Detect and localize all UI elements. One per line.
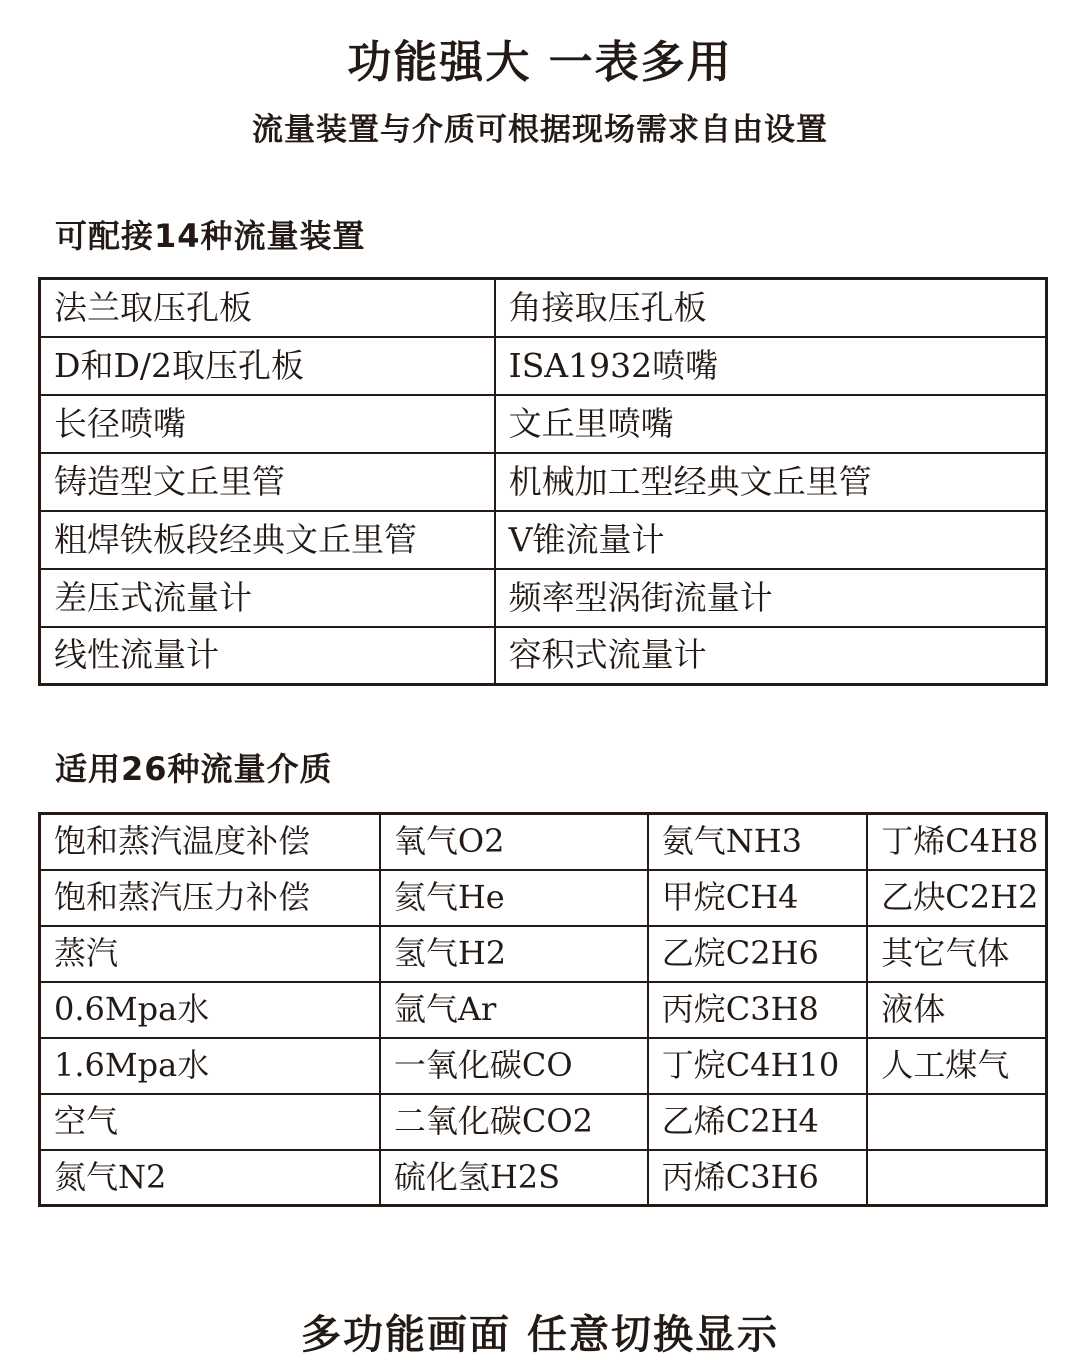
table-cell: 1.6Mpa水 xyxy=(40,1038,380,1094)
table-row xyxy=(40,1038,1047,1094)
table-cell: D和D/2取压孔板 xyxy=(40,337,495,395)
table-cell: 氦气He xyxy=(380,870,648,926)
table-cell: 硫化氢H2S xyxy=(380,1150,648,1206)
media-table xyxy=(38,812,1048,1207)
table-cell: 液体 xyxy=(867,982,1046,1038)
table-cell xyxy=(867,1094,1046,1150)
table-row xyxy=(40,1094,1047,1150)
table-cell: 氮气N2 xyxy=(40,1150,380,1206)
table-cell: 二氧化碳CO2 xyxy=(380,1094,648,1150)
table-row xyxy=(40,395,1047,453)
devices-section-heading: 可配接14种流量装置 xyxy=(55,217,366,255)
table-cell: 空气 xyxy=(40,1094,380,1150)
devices-section xyxy=(0,211,1080,686)
table-cell: 一氧化碳CO xyxy=(380,1038,648,1094)
table-cell: 容积式流量计 xyxy=(495,627,1047,685)
table-cell: 法兰取压孔板 xyxy=(40,279,495,337)
table-cell: 长径喷嘴 xyxy=(40,395,495,453)
devices-table xyxy=(38,277,1048,686)
table-cell: 氧气O2 xyxy=(380,814,648,870)
table-row xyxy=(40,1150,1047,1206)
table-cell: 其它气体 xyxy=(867,926,1046,982)
table-cell: 机械加工型经典文丘里管 xyxy=(495,453,1047,511)
table-row xyxy=(40,337,1047,395)
table-row xyxy=(40,926,1047,982)
table-cell: 氢气H2 xyxy=(380,926,648,982)
table-cell: 人工煤气 xyxy=(867,1038,1046,1094)
table-cell: 饱和蒸汽温度补偿 xyxy=(40,814,380,870)
brochure-page xyxy=(0,26,1080,1360)
table-row xyxy=(40,870,1047,926)
table-row xyxy=(40,453,1047,511)
table-cell: 频率型涡街流量计 xyxy=(495,569,1047,627)
table-row xyxy=(40,511,1047,569)
table-row xyxy=(40,814,1047,870)
table-row xyxy=(40,627,1047,685)
table-cell: 丙烯C3H6 xyxy=(648,1150,868,1206)
table-cell: 饱和蒸汽压力补偿 xyxy=(40,870,380,926)
table-cell: ISA1932喷嘴 xyxy=(495,337,1047,395)
table-cell: 角接取压孔板 xyxy=(495,279,1047,337)
table-cell xyxy=(867,1150,1046,1206)
table-cell: 乙炔C2H2 xyxy=(867,870,1046,926)
table-cell: 差压式流量计 xyxy=(40,569,495,627)
table-cell: 粗焊铁板段经典文丘里管 xyxy=(40,511,495,569)
page-subtitle: 流量装置与介质可根据现场需求自由设置 xyxy=(252,112,828,148)
table-cell: 乙烷C2H6 xyxy=(648,926,868,982)
table-cell: V锥流量计 xyxy=(495,511,1047,569)
table-cell: 丁烷C4H10 xyxy=(648,1038,868,1094)
table-cell: 氨气NH3 xyxy=(648,814,868,870)
table-cell: 蒸汽 xyxy=(40,926,380,982)
media-section-heading: 适用26种流量介质 xyxy=(55,750,333,788)
table-cell: 甲烷CH4 xyxy=(648,870,868,926)
page-title: 功能强大 一表多用 xyxy=(347,37,733,88)
table-row xyxy=(40,982,1047,1038)
media-section xyxy=(0,744,1080,1207)
table-cell: 0.6Mpa水 xyxy=(40,982,380,1038)
table-cell: 乙烯C2H4 xyxy=(648,1094,868,1150)
table-cell: 丙烷C3H8 xyxy=(648,982,868,1038)
table-cell: 文丘里喷嘴 xyxy=(495,395,1047,453)
table-row xyxy=(40,569,1047,627)
table-cell: 氩气Ar xyxy=(380,982,648,1038)
table-cell: 铸造型文丘里管 xyxy=(40,453,495,511)
footer-title: 多功能画面 任意切换显示 xyxy=(301,1312,779,1358)
table-cell: 丁烯C4H8 xyxy=(867,814,1046,870)
table-row xyxy=(40,279,1047,337)
table-cell: 线性流量计 xyxy=(40,627,495,685)
